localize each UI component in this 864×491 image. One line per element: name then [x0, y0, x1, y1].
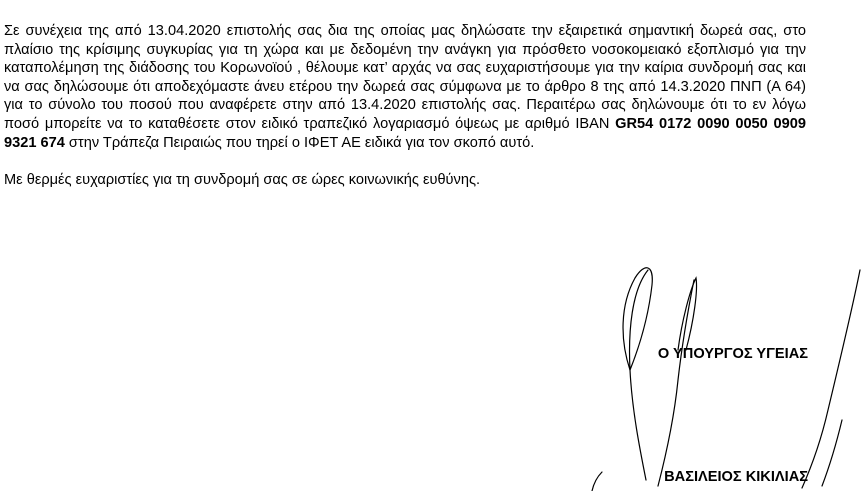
signature-block [548, 0, 808, 491]
signature-stroke-right [802, 270, 860, 488]
letter-closing-paragraph: Με θερμές ευχαριστίες για τη συνδρομή σας σε ώρες κοινωνικής ευθύνης. [4, 171, 481, 188]
paragraph-main-text-start: Σε συνέχεια της από 13.04.2020 επιστολής σας δια της οποίας μας δηλώσατε την εξαιρετικά σημαντική δωρεά σας, στο πλαίσιο της κρίσιμης συγκυρίας για τη χώρα και με δεδομένη την ανάγκη για πρόσθετο νοσοκομειακό εξοπλισμό για την καταπολέμηση της διάδοσης του Κορωνοϊού , θέλουμε κατ’ αρχάς να σας ευχαριστήσουμε για την καίρια συνδρομή σας και να σας δηλώσουμε ότι αποδεχόμαστε άνευ ετέρου την δωρεά σας σύμφωνα με το άρθρο 8 της από 14.3.2020 ΠΝΠ (Α 64) για το σύνολο του ποσού που αναφέρετε στην από 13.4.2020 επιστολής σας. Περαιτέρω σας δηλώνουμε ότι το εν λόγω ποσό μπορείτε να το καταθέσετε στον ειδικό τραπεζικό λογαριασμό όψεως με αριθμό IBAN [4, 23, 806, 132]
paragraph-main-text-end: στην Τράπεζα Πειραιώς που τηρεί ο ΙΦΕΤ ΑΕ ειδικά για τον σκοπό αυτό. [64, 134, 535, 151]
signature-name: ΒΑΣΙΛΕΙΟΣ ΚΙΚΙΛΙΑΣ [664, 469, 808, 485]
iban-number: GR54 0172 0090 0050 0909 9321 674 [4, 115, 806, 151]
signature-title: Ο ΥΠΟΥΡΓΟΣ ΥΓΕΙΑΣ [657, 346, 808, 362]
signature-stroke-right-2 [822, 420, 842, 486]
